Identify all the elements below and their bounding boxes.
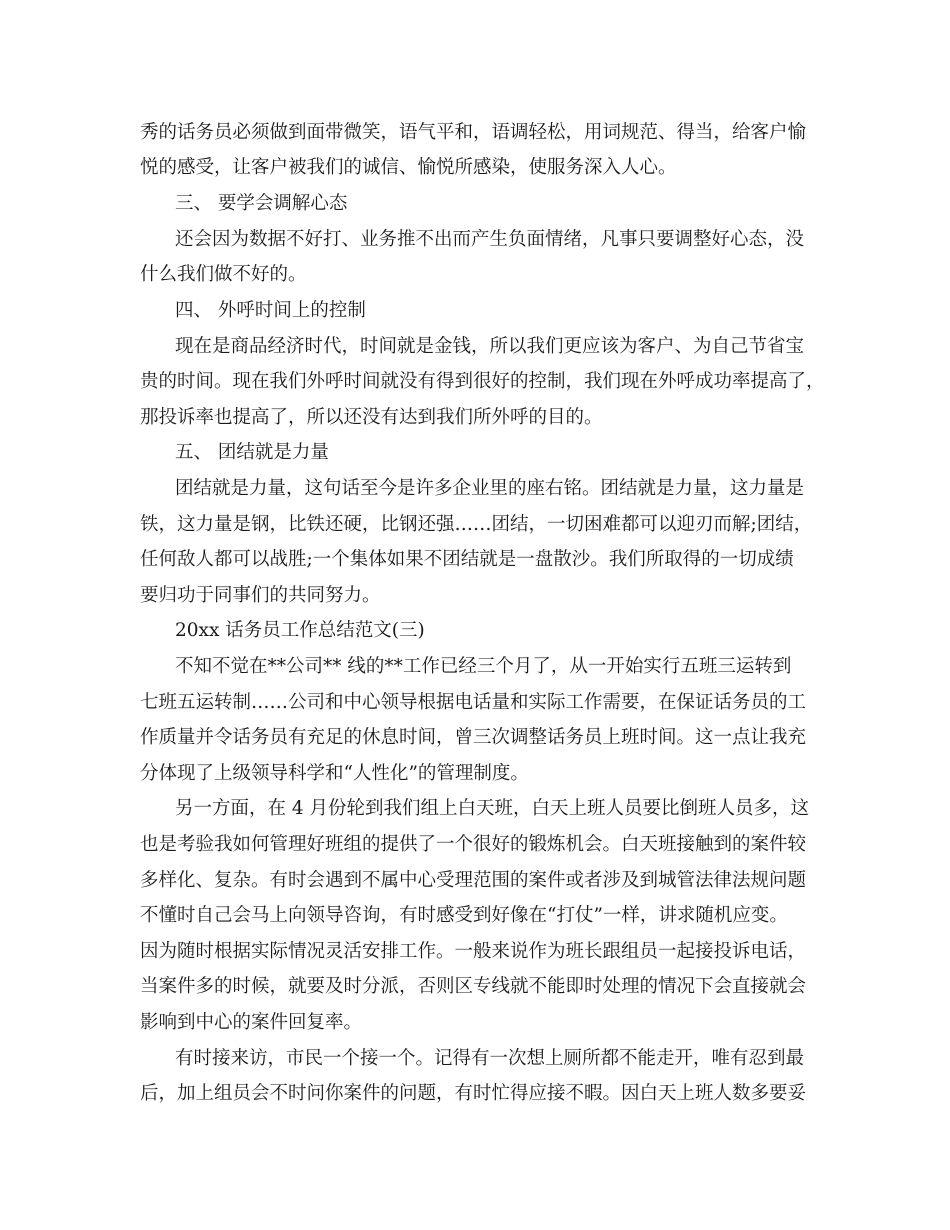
text-line: 铁，这力量是钢，比铁还硬，比钢还强……团结，一切困难都可以迎刃而解;团结，	[140, 514, 813, 535]
text-line: 不懂时自己会马上向领导咨询，有时感受到好像在“打仗”一样，讲求随机应变。	[140, 905, 788, 926]
text-line: 多样化、复杂。有时会遇到不属中心受理范围的案件或者涉及到城管法律法规问题	[140, 870, 807, 891]
text-line: 分体现了上级领导科学和“人性化”的管理制度。	[140, 763, 529, 784]
text-line: 也是考验我如何管理好班组的提供了一个很好的锻炼机会。白天班接触到的案件较	[140, 834, 807, 855]
text-line: 有时接来访，市民一个接一个。记得有一次想上厕所都不能走开，唯有忍到最	[175, 1048, 805, 1069]
text-line: 七班五运转制……公司和中心领导根据电话量和实际工作需要，在保证话务员的工	[140, 692, 807, 713]
text-line: 悦的感受，让客户被我们的诚信、愉悦所感染，使服务深入人心。	[140, 157, 677, 178]
text-line: 要归功于同事们的共同努力。	[140, 585, 381, 606]
text-line: 影响到中心的案件回复率。	[140, 1012, 363, 1033]
section-heading: 四、 外呼时间上的控制	[175, 300, 366, 321]
text-line: 任何敌人都可以战胜;一个集体如果不团结就是一盘散沙。我们所取得的一切成绩	[140, 549, 794, 570]
text-line: 还会因为数据不好打、业务推不出而产生负面情绪，凡事只要调整好心态，没	[175, 229, 805, 250]
text-line: 作质量并令话务员有充足的休息时间，曾三次调整话务员上班时间。这一点让我充	[140, 727, 807, 748]
text-line: 当案件多的时候，就要及时分派，否则区专线就不能即时处理的情况下会直接就会	[140, 976, 807, 997]
article-title: 20xx 话务员工作总结范文(三)	[175, 620, 425, 641]
text-line: 秀的话务员必须做到面带微笑，语气平和，语调轻松，用词规范、得当，给客户愉	[140, 122, 807, 143]
text-line: 那投诉率也提高了，所以还没有达到我们所外呼的目的。	[140, 407, 603, 428]
section-heading: 五、 团结就是力量	[175, 442, 329, 463]
text-line: 后，加上组员会不时问你案件的问题，有时忙得应接不暇。因白天上班人数多要妥	[140, 1083, 807, 1104]
text-line: 贵的时间。现在我们外呼时间就没有得到很好的控制，我们现在外呼成功率提高了，	[140, 371, 825, 392]
text-line: 不知不觉在**公司** 线的**工作已经三个月了，从一开始实行五班三运转到	[175, 656, 792, 677]
text-line: 因为随时根据实际情况灵活安排工作。一般来说作为班长跟组员一起接投诉电话，	[140, 941, 807, 962]
section-heading: 三、 要学会调解心态	[175, 193, 348, 214]
text-line: 团结就是力量，这句话至今是许多企业里的座右铭。团结就是力量，这力量是	[175, 478, 805, 499]
text-line: 什么我们做不好的。	[140, 264, 307, 285]
text-line: 现在是商品经济时代，时间就是金钱，所以我们更应该为客户、为自己节省宝	[175, 336, 805, 357]
text-line: 另一方面，在 4 月份轮到我们组上白天班，白天上班人员要比倒班人员多，这	[175, 798, 810, 819]
